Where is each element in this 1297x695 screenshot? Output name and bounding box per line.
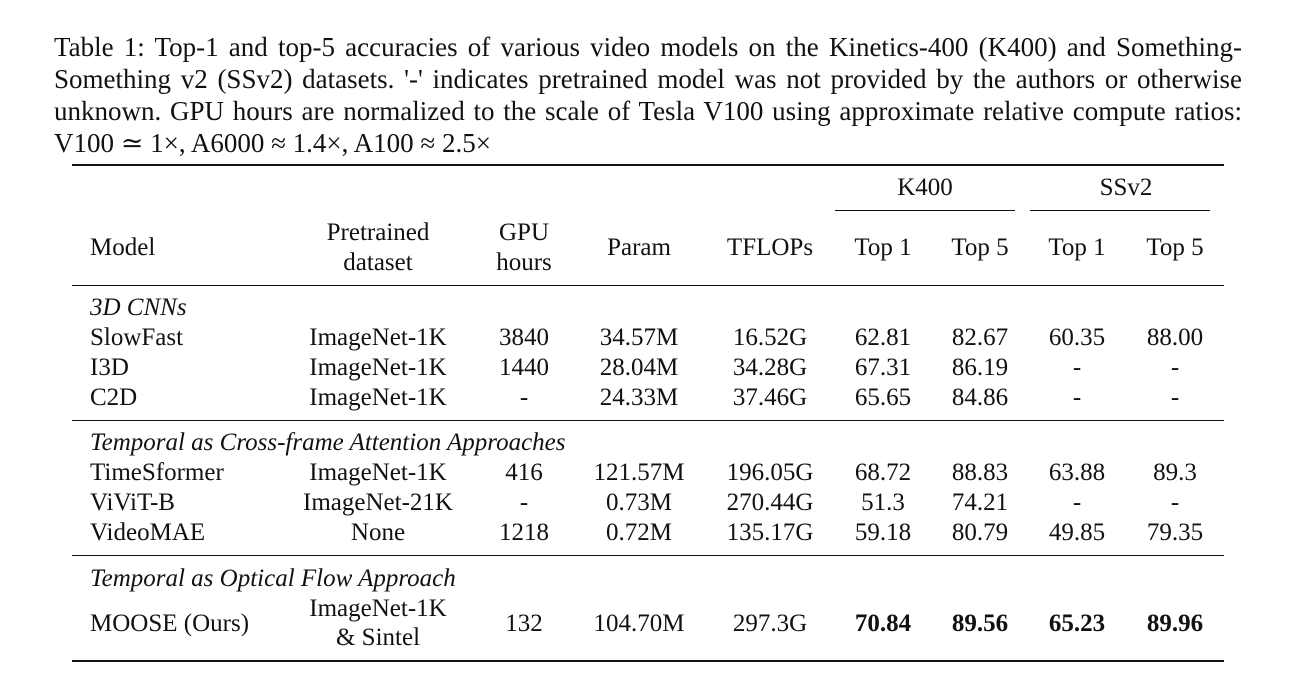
cell-gpu-hours: -: [519, 384, 529, 411]
cell-k400-top5: 80.79: [951, 519, 1009, 546]
cell-ssv2-top5: -: [1170, 489, 1180, 516]
cell-tflops: 270.44G: [726, 489, 814, 516]
cell-k400-top5: 89.56: [951, 610, 1009, 637]
cell-model: SlowFast: [90, 324, 184, 351]
cell-pretrained-line2: & Sintel: [335, 624, 421, 651]
cell-gpu-hours: -: [519, 489, 529, 516]
cell-tflops: 34.28G: [732, 354, 808, 381]
cell-ssv2-top1: 63.88: [1048, 459, 1106, 486]
header-tflops: TFLOPs: [726, 234, 814, 261]
cell-pretrained: ImageNet-21K: [303, 489, 453, 516]
cell-tflops: 297.3G: [732, 610, 808, 637]
cell-tflops: 196.05G: [726, 459, 814, 486]
cell-ssv2-top1: -: [1072, 354, 1082, 381]
table-bottom-rule: [72, 660, 1224, 662]
cell-ssv2-top5: 89.96: [1146, 610, 1204, 637]
cell-ssv2-top5: -: [1170, 354, 1180, 381]
cell-pretrained-line1: ImageNet-1K: [309, 595, 447, 622]
cell-gpu-hours: 132: [505, 610, 543, 637]
cell-pretrained: ImageNet-1K: [309, 324, 447, 351]
cell-k400-top1: 62.81: [854, 324, 912, 351]
cell-ssv2-top1: 60.35: [1048, 324, 1106, 351]
cell-param: 0.73M: [606, 489, 672, 516]
section-rule: [72, 555, 1224, 556]
cell-ssv2-top5: 89.3: [1153, 459, 1197, 486]
cell-model: VideoMAE: [90, 519, 206, 546]
cell-ssv2-top5: -: [1170, 384, 1180, 411]
cell-gpu-hours: 3840: [499, 324, 549, 351]
table-top-rule: [72, 164, 1224, 166]
section-title-attention: Temporal as Cross-frame Attention Approaches: [90, 429, 566, 456]
header-model: Model: [90, 234, 156, 261]
k400-group-rule: [835, 210, 1015, 211]
cell-param: 0.72M: [606, 519, 672, 546]
cell-model: I3D: [90, 354, 129, 381]
cell-pretrained: None: [350, 519, 406, 546]
cell-k400-top1: 68.72: [854, 459, 912, 486]
header-gpu-line2: hours: [496, 249, 552, 276]
cell-pretrained: ImageNet-1K: [309, 459, 447, 486]
cell-k400-top5: 74.21: [951, 489, 1009, 516]
cell-k400-top5: 86.19: [951, 354, 1009, 381]
header-k400-top5: Top 5: [951, 234, 1009, 261]
cell-param: 24.33M: [599, 384, 679, 411]
cell-pretrained: ImageNet-1K: [309, 384, 447, 411]
cell-model: MOOSE (Ours): [90, 610, 250, 637]
header-pretrained-line1: Pretrained: [326, 219, 430, 246]
cell-param: 28.04M: [599, 354, 679, 381]
section-title-3d-cnns: 3D CNNs: [90, 294, 187, 321]
cell-k400-top1: 59.18: [854, 519, 912, 546]
header-group-ssv2: SSv2: [1099, 174, 1153, 201]
cell-ssv2-top5: 88.00: [1146, 324, 1204, 351]
header-ssv2-top1: Top 1: [1048, 234, 1106, 261]
cell-model: ViViT-B: [90, 489, 175, 516]
header-group-k400: K400: [897, 174, 953, 201]
cell-model: C2D: [90, 384, 138, 411]
cell-k400-top5: 84.86: [951, 384, 1009, 411]
header-pretrained-line2: dataset: [343, 249, 413, 276]
ssv2-group-rule: [1030, 210, 1210, 211]
cell-ssv2-top1: -: [1072, 489, 1082, 516]
header-gpu-line1: GPU: [498, 219, 550, 246]
cell-param: 121.57M: [593, 459, 685, 486]
cell-pretrained: ImageNet-1K: [309, 354, 447, 381]
header-param: Param: [607, 234, 671, 261]
cell-ssv2-top5: 79.35: [1146, 519, 1204, 546]
cell-k400-top1: 65.65: [854, 384, 912, 411]
caption-text: Top-1 and top-5 accuracies of various video models on the Kinetics-400 (K400) and Something-Something v2 (SSv2) datasets. '-' indicates pretrained model was not provided by the authors or otherwise unknown. GPU hours are normalized to the scale of Tesla V100 using approximate relative compute ratios: V100 ≃ 1×, A6000 ≈ 1.4×, A100 ≈ 2.5×: [54, 32, 1242, 158]
cell-k400-top1: 51.3: [861, 489, 905, 516]
cell-ssv2-top1: 49.85: [1048, 519, 1106, 546]
header-rule: [72, 285, 1224, 286]
header-k400-top1: Top 1: [854, 234, 912, 261]
cell-k400-top1: 67.31: [854, 354, 912, 381]
cell-ssv2-top1: -: [1072, 384, 1082, 411]
cell-tflops: 16.52G: [732, 324, 808, 351]
cell-gpu-hours: 1218: [499, 519, 549, 546]
cell-k400-top1: 70.84: [854, 610, 912, 637]
cell-model: TimeSformer: [90, 459, 224, 486]
cell-ssv2-top1: 65.23: [1048, 610, 1106, 637]
cell-k400-top5: 88.83: [951, 459, 1009, 486]
cell-param: 34.57M: [599, 324, 679, 351]
cell-param: 104.70M: [593, 610, 685, 637]
cell-k400-top5: 82.67: [951, 324, 1009, 351]
cell-gpu-hours: 1440: [499, 354, 549, 381]
section-title-optical-flow: Temporal as Optical Flow Approach: [90, 565, 456, 592]
table-caption: [54, 31, 1242, 159]
caption-label: Table 1:: [54, 32, 145, 62]
cell-tflops: 135.17G: [726, 519, 814, 546]
cell-tflops: 37.46G: [732, 384, 808, 411]
header-ssv2-top5: Top 5: [1146, 234, 1204, 261]
cell-gpu-hours: 416: [505, 459, 543, 486]
section-rule: [72, 420, 1224, 421]
